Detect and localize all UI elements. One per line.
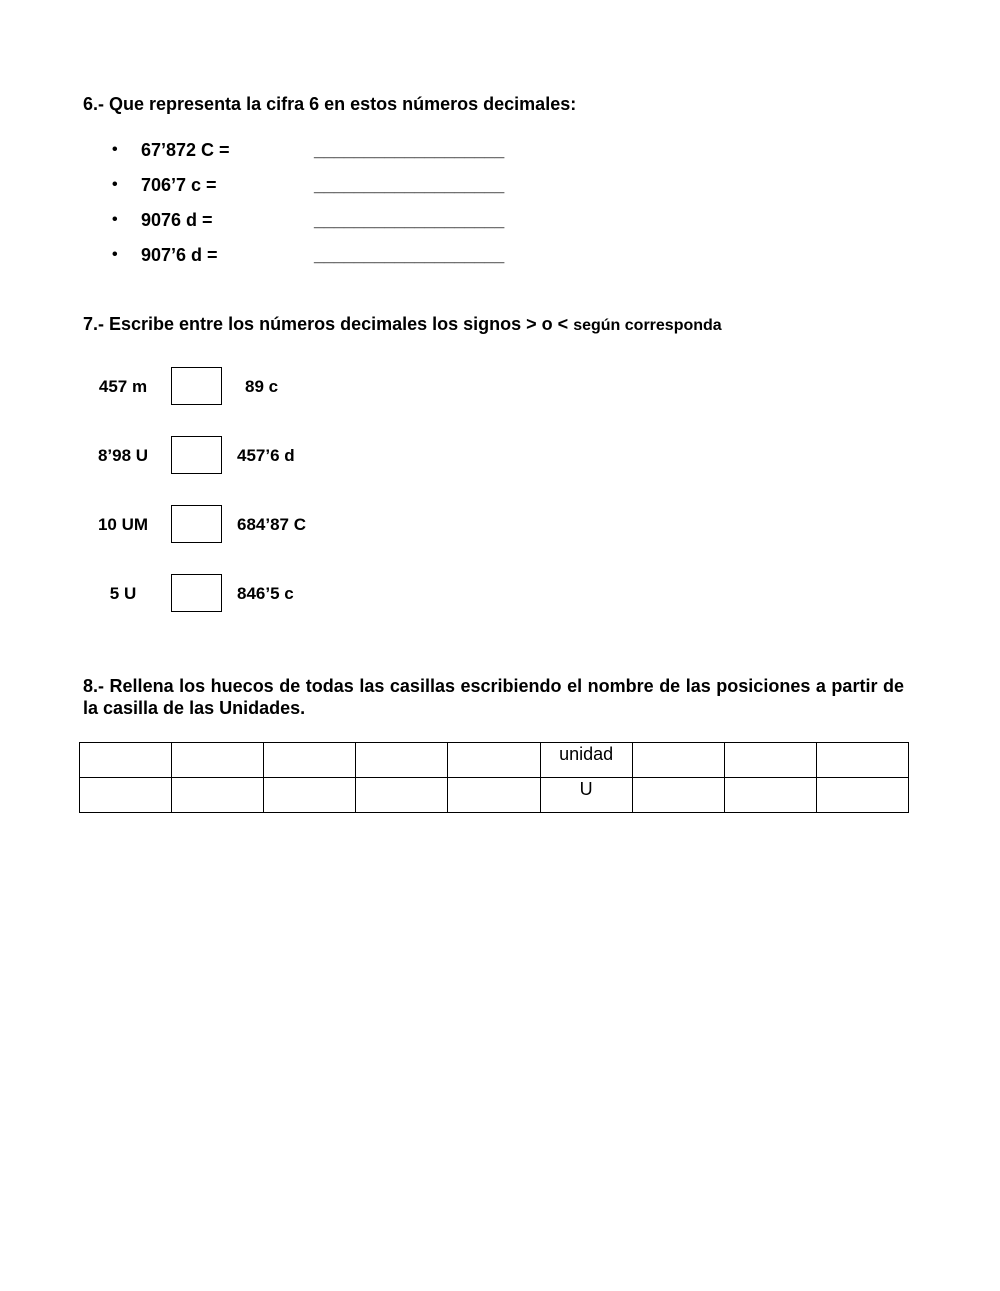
table-row [80,743,909,778]
place-value-table [79,742,909,813]
question-6-title: 6.- Que representa la cifra 6 en estos números decimales: [83,94,577,114]
cell-text: unidad [559,744,614,764]
bullet-icon: • [112,141,118,158]
question-7-title [83,313,722,337]
table-cell[interactable] [724,778,816,813]
table-row [80,778,909,813]
table-cell[interactable] [172,778,264,813]
bullet-icon: • [112,176,118,193]
table-cell[interactable] [356,743,448,778]
left-number: 8’98 U [97,446,149,465]
decimal-expression: 907’6 d = [141,245,218,265]
bullet-icon: • [112,246,118,263]
table-cell [540,778,632,813]
answer-blank[interactable]: ___________________ [314,175,505,195]
table-cell[interactable] [816,743,908,778]
table-cell[interactable] [172,743,264,778]
comparison-row [0,445,400,485]
table-cell[interactable] [448,743,540,778]
sign-box[interactable] [171,367,222,405]
sign-box[interactable] [171,436,222,474]
right-number: 684’87 C [237,515,306,534]
table-cell [540,743,632,778]
table-cell[interactable] [632,778,724,813]
question-7-title-small: según corresponda [573,317,722,334]
table-cell[interactable] [448,778,540,813]
question-7-title-main: 7.- Escribe entre los números decimales los signos > o < [83,314,569,334]
right-number: 89 c [245,377,279,396]
comparison-row [0,376,400,416]
comparison-row [0,514,400,554]
decimal-expression: 67’872 C = [141,140,230,160]
left-number: 457 m [98,377,148,396]
decimal-expression: 9076 d = [141,210,213,230]
right-number: 846’5 c [237,584,294,603]
table-cell[interactable] [816,778,908,813]
answer-blank[interactable]: ___________________ [314,245,505,265]
right-number: 457’6 d [237,446,295,465]
table-cell[interactable] [264,778,356,813]
bullet-icon: • [112,211,118,228]
table-cell[interactable] [356,778,448,813]
sign-box[interactable] [171,505,222,543]
decimal-expression: 706’7 c = [141,175,217,195]
answer-blank[interactable]: ___________________ [314,210,505,230]
question-8-title: 8.- Rellena los huecos de todas las casillas escribiendo el nombre de las posiciones a partir de la casilla de las Unidades. [83,676,904,718]
table-cell[interactable] [632,743,724,778]
table-cell[interactable] [80,743,172,778]
answer-blank[interactable]: ___________________ [314,140,505,160]
cell-text: U [579,779,593,799]
left-number: 5 U [109,584,137,603]
sign-box[interactable] [171,574,222,612]
table-cell[interactable] [264,743,356,778]
table-cell[interactable] [724,743,816,778]
left-number: 10 UM [97,515,149,534]
table-cell[interactable] [80,778,172,813]
comparison-row [0,583,400,623]
